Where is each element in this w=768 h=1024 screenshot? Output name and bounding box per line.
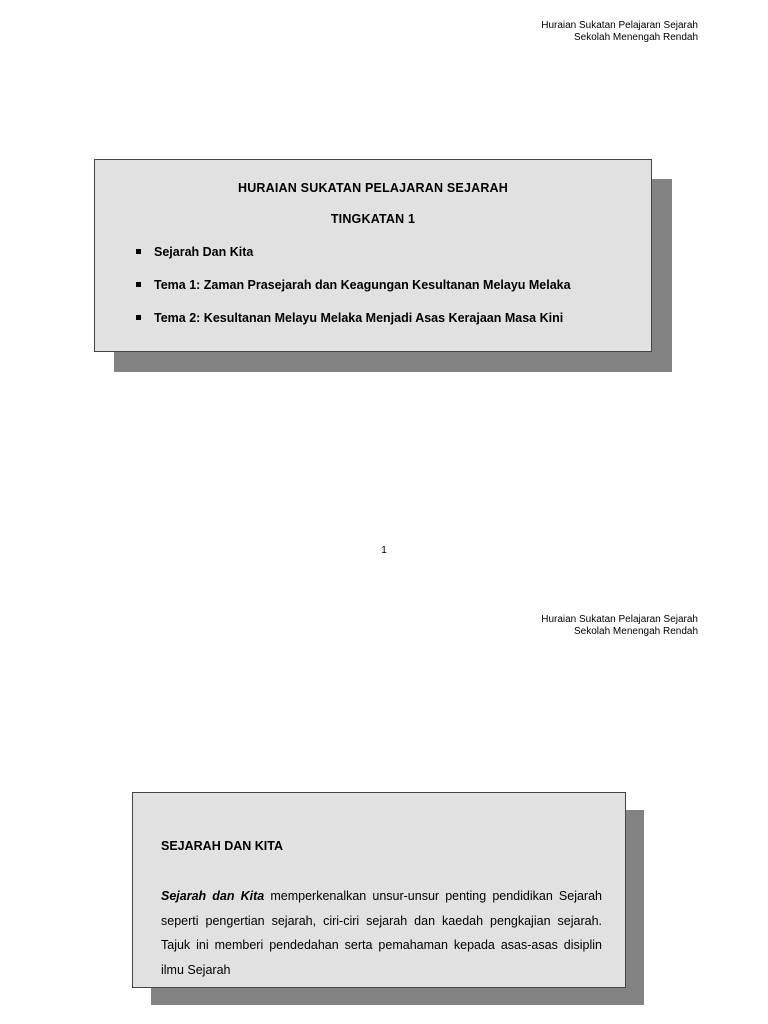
- topic-label: Tema 2: Kesultanan Melayu Melaka Menjadi Asas Kerajaan Masa Kini: [154, 311, 564, 325]
- topic-label: Sejarah Dan Kita: [154, 245, 254, 259]
- syllabus-title: HURAIAN SUKATAN PELAJARAN SEJARAH: [237, 181, 509, 195]
- topic-item: [136, 310, 571, 343]
- page-header: [541, 614, 698, 638]
- header-subtitle: Sekolah Menengah Rendah: [574, 32, 698, 43]
- topic-item: [136, 277, 571, 310]
- section-box: [132, 792, 626, 988]
- bullet-icon: [136, 315, 141, 320]
- syllabus-overview-box: [94, 159, 652, 352]
- form-level-title: TINGKATAN 1: [330, 212, 416, 226]
- page-number: 1: [381, 545, 387, 556]
- page-header: [541, 20, 698, 44]
- topic-list: [136, 244, 571, 343]
- section-paragraph: [161, 884, 602, 982]
- bullet-icon: [136, 249, 141, 254]
- topic-label: Tema 1: Zaman Prasejarah dan Keagungan Kesultanan Melayu Melaka: [154, 278, 571, 292]
- section-title: SEJARAH DAN KITA: [161, 839, 283, 853]
- topic-item: [136, 244, 571, 277]
- emphasis-term: Sejarah dan Kita: [161, 889, 265, 903]
- bullet-icon: [136, 282, 141, 287]
- header-title: Huraian Sukatan Pelajaran Sejarah: [541, 20, 698, 31]
- header-subtitle: Sekolah Menengah Rendah: [574, 626, 698, 637]
- header-title: Huraian Sukatan Pelajaran Sejarah: [541, 614, 698, 625]
- paragraph-body: memperkenalkan unsur-unsur penting pendidikan Sejarah seperti pengertian sejarah, ciri-ciri sejarah dan kaedah pengkajian sejarah. Tajuk ini memberi pendedahan serta pemahaman kepada asas-asas disiplin ilmu Sejarah: [161, 889, 602, 977]
